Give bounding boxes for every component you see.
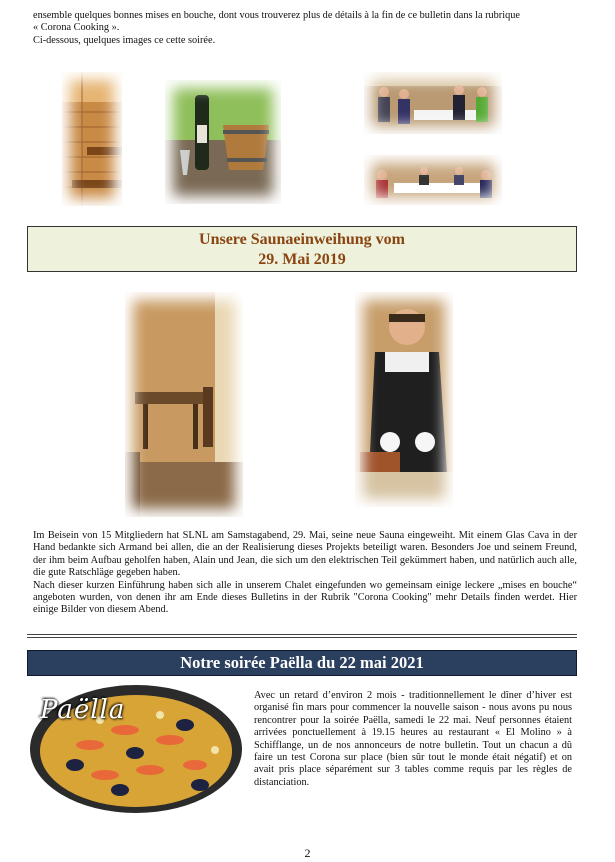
divider-line [27, 637, 577, 638]
intro-line-3: Ci-dessous, quelques images ce cette soirée. [33, 34, 216, 46]
intro-text [33, 10, 583, 47]
divider-line [27, 634, 577, 635]
sauna-section-heading [27, 226, 577, 272]
chalet-table-photo [125, 292, 243, 517]
page-number: 2 [304, 846, 311, 860]
sauna-heading-line-2: 29. Mai 2019 [258, 251, 346, 268]
members-seated-photo [364, 155, 502, 205]
sauna-interior-photo [62, 72, 122, 206]
chef-cooking-photo [355, 292, 453, 507]
sauna-paragraph-2: Nach dieser kurzen Einführung haben sich alle in unserem Chalet eingefunden wo gemeinsam einige leckere „mises en bouche“ angeboten wurden, von denen ihr am Ende dieses Bulletins in der Rubrik "Corona Cooking" mehr Details finden werdet. Hier einige Bilder von diesem Abend. [33, 579, 577, 616]
intro-line-2: « Corona Cooking ». [33, 22, 120, 34]
members-standing-photo [364, 72, 502, 134]
sauna-heading-line-1: Unsere Saunaeinweihung vom [199, 231, 405, 248]
paella-paragraph: Avec un retard d’environ 2 mois - traditionnellement le dîner d’hiver est organisé fin mars pour commencer la nouvelle saison - nous avons pu nous rencontrer pour la soirée Paëlla, samedi le 22 mai. Neuf personnes étaient arrivées ponctuellement à 19.15 heures au restaurant « El Molino » à Schifflange, un de nos annonceurs de notre bulletin. Tout un chacun a dû faire un test Corona sur place (bien sûr tout le monde était négatif) et on avait pris place séparément sur 3 tables comme requis par les règles de distanciation. [254, 690, 572, 788]
paella-image-label: Paëlla [40, 695, 126, 725]
paella-photo [30, 685, 242, 813]
champagne-bucket-photo [165, 80, 281, 204]
sauna-paragraph-1: Im Beisein von 15 Mitgliedern hat SLNL am Samstagabend, 29. Mai, seine neue Sauna eingeweiht. Mit einem Glas Cava in der Hand bedankte sich Armand bei allen, die an der Realisierung dieses Projekts beteiligt waren. Besonders Joe und seinem Freund, der ihm beim Aufbau geholfen haben, Alain und Jean, die sich um den elektrischen Teil gekümmert haben, und natürlich auch alle, die gute Ratschläge gegeben haben. [33, 530, 577, 579]
paella-section-heading: Notre soirée Paëlla du 22 mai 2021 [27, 650, 577, 676]
sauna-paragraph [33, 530, 577, 617]
intro-line-1: ensemble quelques bonnes mises en bouche, dont vous trouverez plus de détails à la fin de ce bulletin dans la rubrique [33, 10, 520, 21]
